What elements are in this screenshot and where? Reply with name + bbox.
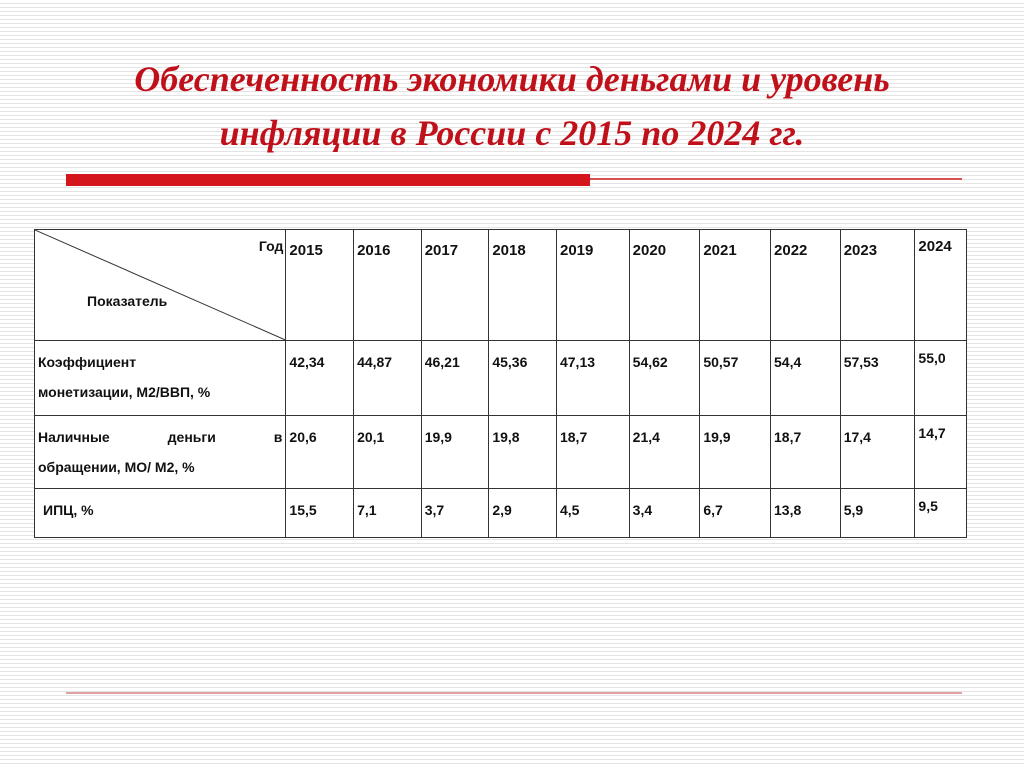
title-accent-bar — [66, 174, 590, 186]
table-cell: 20,6 — [286, 416, 354, 489]
year-header: 2018 — [489, 230, 557, 341]
corner-diagonal — [35, 230, 285, 340]
row-label-monetization — [35, 341, 286, 416]
row-label-line: Коэффициент — [38, 354, 137, 370]
table-cell: 17,4 — [840, 416, 915, 489]
year-header: 2017 — [421, 230, 489, 341]
year-header: 2022 — [771, 230, 841, 341]
row-label-line — [38, 422, 282, 452]
table-cell: 3,7 — [421, 489, 489, 538]
indicator-table — [34, 229, 967, 538]
table-cell: 47,13 — [556, 341, 629, 416]
table-cell: 14,7 — [915, 416, 967, 489]
table-cell: 5,9 — [840, 489, 915, 538]
corner-indicator-label: Показатель — [87, 293, 168, 309]
table-cell: 45,36 — [489, 341, 557, 416]
row-label-word: в — [273, 429, 283, 445]
slide-title — [60, 52, 964, 160]
table-cell: 57,53 — [840, 341, 915, 416]
table-cell: 55,0 — [915, 341, 967, 416]
row-label-word: деньги — [167, 429, 216, 445]
year-header: 2020 — [629, 230, 700, 341]
table-row-cash — [35, 416, 967, 489]
table-cell: 19,9 — [700, 416, 771, 489]
footer-divider — [66, 692, 962, 694]
table-cell: 54,4 — [771, 341, 841, 416]
table-cell: 44,87 — [354, 341, 422, 416]
table-cell: 9,5 — [915, 489, 967, 538]
row-label-line: монетизации, М2/ВВП, % — [38, 384, 211, 400]
table-cell: 6,7 — [700, 489, 771, 538]
table-cell: 50,57 — [700, 341, 771, 416]
table-cell: 19,8 — [489, 416, 557, 489]
table-corner-cell — [35, 230, 286, 341]
table-cell: 2,9 — [489, 489, 557, 538]
table-cell: 18,7 — [771, 416, 841, 489]
table-cell: 15,5 — [286, 489, 354, 538]
year-header: 2021 — [700, 230, 771, 341]
table-cell: 7,1 — [354, 489, 422, 538]
table-cell: 19,9 — [421, 416, 489, 489]
row-label-cpi: ИПЦ, % — [35, 489, 286, 538]
year-header: 2016 — [354, 230, 422, 341]
table-cell: 54,62 — [629, 341, 700, 416]
row-label-word: Наличные — [38, 429, 110, 445]
table-header-row — [35, 230, 967, 341]
table-cell: 3,4 — [629, 489, 700, 538]
table-cell: 46,21 — [421, 341, 489, 416]
table-cell: 21,4 — [629, 416, 700, 489]
table-cell: 42,34 — [286, 341, 354, 416]
year-header: 2023 — [840, 230, 915, 341]
table-cell: 18,7 — [556, 416, 629, 489]
corner-year-label: Год — [258, 238, 284, 254]
title-accent-line — [590, 178, 962, 180]
table-row-monetization — [35, 341, 967, 416]
table-cell: 13,8 — [771, 489, 841, 538]
year-header: 2019 — [556, 230, 629, 341]
row-label-cash — [35, 416, 286, 489]
slide-title-line-1: Обеспеченность экономики деньгами и уровень — [134, 59, 890, 99]
table-row-cpi — [35, 489, 967, 538]
table-cell: 4,5 — [556, 489, 629, 538]
slide-title-line-2: инфляции в России с 2015 по 2024 гг. — [219, 113, 805, 153]
year-header: 2015 — [286, 230, 354, 341]
table-cell: 20,1 — [354, 416, 422, 489]
row-label-line: обращении, МО/ М2, % — [38, 459, 195, 475]
year-header: 2024 — [915, 230, 967, 341]
